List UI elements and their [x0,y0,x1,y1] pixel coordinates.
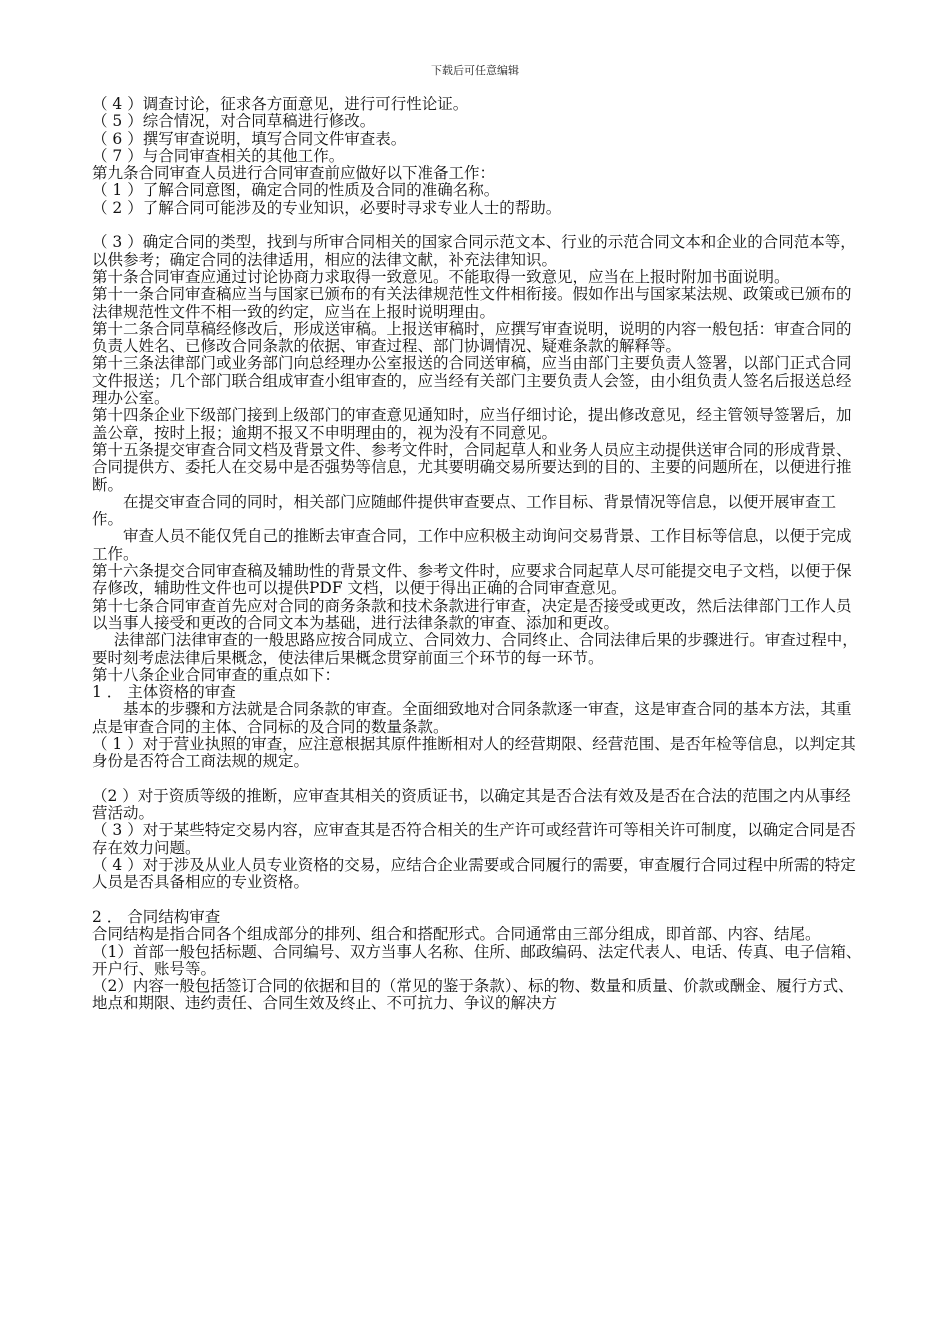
document-paragraph: 2 ． 合同结构审查 [92,907,221,926]
document-paragraph: （ 2 ）了解合同可能涉及的专业知识，必要时寻求专业人士的帮助。 [92,198,562,217]
page-header-note: 下载后可任意编辑 [431,64,519,77]
document-paragraph: （ 6 ）撰写审查说明，填写合同文件审查表。 [92,129,407,148]
document-paragraph: 在提交审查合同的同时，相关部门应随邮件提供审查要点、工作目标、背景情况等信息，以便开展审查工作。 [92,492,837,529]
blank-line [92,217,862,234]
document-paragraph: 第十四条企业下级部门接到上级部门的审查意见通知时，应当仔细讨论，提出修改意见，经主管领导签署后，加盖公章，按时上报；逾期不报又不申明理由的，视为没有不同意见。 [92,406,852,442]
document-paragraph: 第十二条合同草稿经修改后，形成送审稿。上报送审稿时，应撰写审查说明，说明的内容一般包括：审查合同的负责人姓名、已修改合同条款的依据、审查过程、部门协调情况、疑难条款的解释等。 [92,319,852,356]
document-paragraph: （ 1 ）了解合同意图，确定合同的性质及合同的准确名称。 [92,181,500,200]
document-paragraph: 第九条合同审查人员进行合同审查前应做好以下准备工作： [92,164,496,183]
document-paragraph: （ 7 ）与合同审查相关的其他工作。 [92,146,345,165]
document-paragraph: 基本的步骤和方法就是合同条款的审查。全面细致地对合同条款逐一审查，这是审查合同的基本方法，其重点是审查合同的主体、合同标的及合同的数量条款。 [92,700,852,736]
document-body [92,96,862,1013]
document-paragraph: （2 ）对于资质等级的推断，应审查其相关的资质证书，以确定其是否合法有效及是否在合法的范围之内从事经营活动。 [92,786,851,823]
document-paragraph: （2）内容一般包括签订合同的依据和目的（常见的鉴于条款）、标的物、数量和质量、价款或酬金、履行方式、地点和期限、违约责任、合同生效及终止、不可抗力、争议的解决方 [92,977,854,1013]
document-paragraph: 审查人员不能仅凭自己的推断去审查合同，工作中应积极主动询问交易背景、工作目标等信息，以便于完成工作。 [92,527,852,563]
document-paragraph: 合同结构是指合同各个组成部分的排列、组合和搭配形式。合同通常由三部分组成，即首部、内容、结尾。 [92,925,821,944]
document-paragraph: （ 3 ）确定合同的类型，找到与所审合同相关的国家合同示范文本、行业的示范合同文本和企业的合同范本等，以供参考；确定合同的法律适用，相应的法律文献，补充法律知识。 [92,233,856,269]
document-paragraph: （ 4 ）调查讨论，征求各方面意见，进行可行性论证。 [92,95,469,113]
document-paragraph: 第十条合同审查应通过讨论协商力求取得一致意见。不能取得一致意见，应当在上报时附加书面说明。 [92,267,790,286]
document-paragraph: 第十三条法律部门或业务部门向总经理办公室报送的合同送审稿，应当由部门主要负责人签署，以部门正式合同文件报送；几个部门联合组成审查小组审查的，应当经有关部门主要负责人会签，由小组负责人签名后报送总经理办公室。 [92,354,852,408]
document-paragraph: 1 ． 主体资格的审查 [92,683,236,702]
blank-line [92,892,862,909]
document-paragraph: 第十五条提交审查合同文档及背景文件、参考文件时，合同起草人和业务人员应主动提供送审合同的形成背景、合同提供方、委托人在交易中是否强势等信息，尤其要明确交易所要达到的目的、主要的问题所在，以便进行推断。 [92,440,852,494]
document-paragraph: 第十六条提交合同审查稿及辅助性的背景文件、参考文件时，应要求合同起草人尽可能提交电子文档，以便于保存修改，辅助性文件也可以提供PDF 文档，以便于得出正确的合同审查意见。 [92,562,852,598]
document-paragraph: （ 4 ）对于涉及从业人员专业资格的交易，应结合企业需要或合同履行的需要，审查履行合同过程中所需的特定人员是否具备相应的专业资格。 [92,856,856,892]
document-paragraph: （ 5 ）综合情况，对合同草稿进行修改。 [92,112,376,131]
document-paragraph: 第十一条合同审查稿应当与国家已颁布的有关法律规范性文件相衔接。假如作出与国家某法规、政策或已颁布的法律规范性文件不相一致的约定，应当在上报时说明理由。 [92,285,852,321]
document-paragraph: 第十七条合同审查首先应对合同的商务条款和技术条款进行审查，决定是否接受或更改，然后法律部门工作人员以当事人接受和更改的合同文本为基础，进行法律条款的审查、添加和更改。 [92,596,852,632]
document-paragraph: 第十八条企业合同审查的重点如下： [92,665,341,684]
document-paragraph: （1）首部一般包括标题、合同编号、双方当事人名称、住所、邮政编码、法定代表人、电话、传真、电子信箱、开户行、账号等。 [92,942,862,978]
blank-line [92,771,862,788]
document-paragraph: 法律部门法律审查的一般思路应按合同成立、合同效力、合同终止、合同法律后果的步骤进行。审查过程中，要时刻考虑法律后果概念，使法律后果概念贯穿前面三个环节的每一环节。 [92,631,858,667]
document-paragraph: （ 3 ）对于某些特定交易内容，应审查其是否符合相关的生产许可或经营许可等相关许可制度，以确定合同是否存在效力问题。 [92,821,856,857]
document-paragraph: （ 1 ）对于营业执照的审查，应注意根据其原件推断相对人的经营期限、经营范围、是否年检等信息，以判定其身份是否符合工商法规的规定。 [92,734,856,771]
